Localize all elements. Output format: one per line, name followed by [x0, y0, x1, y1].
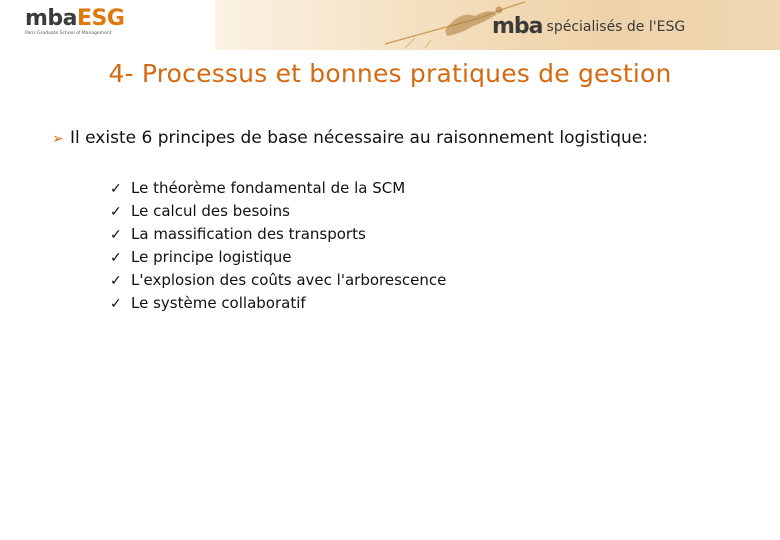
checkmark-icon: ✓ — [110, 273, 122, 289]
intro-bullet — [52, 128, 648, 148]
principles-list — [110, 177, 446, 315]
logo-wordmark: mbaESG — [25, 6, 125, 31]
arrow-bullet-icon: ➢ — [52, 131, 64, 147]
logo-tagline: Paris Graduate School of Management — [25, 31, 112, 36]
slide-title: 4- Processus et bonnes pratiques de gestion — [108, 59, 672, 88]
list-item: ✓ Le principe logistique — [110, 246, 446, 269]
checkmark-icon: ✓ — [110, 227, 122, 243]
mba-esg-logo — [0, 0, 203, 50]
slide-header — [0, 0, 780, 50]
list-item: ✓ Le système collaboratif — [110, 292, 446, 315]
list-item: ✓ Le théorème fondamental de la SCM — [110, 177, 446, 200]
header-banner — [215, 0, 780, 50]
checkmark-icon: ✓ — [110, 250, 122, 266]
list-item: ✓ L'explosion des coûts avec l'arborescence — [110, 269, 446, 292]
checkmark-icon: ✓ — [110, 204, 122, 220]
checkmark-icon: ✓ — [110, 296, 122, 312]
checkmark-icon: ✓ — [110, 181, 122, 197]
list-item: ✓ Le calcul des besoins — [110, 200, 446, 223]
intro-text: Il existe 6 principes de base nécessaire au raisonnement logistique: — [70, 128, 648, 148]
list-item: ✓ La massification des transports — [110, 223, 446, 246]
banner-tagline: mba spécialisés de l'ESG — [492, 14, 686, 39]
